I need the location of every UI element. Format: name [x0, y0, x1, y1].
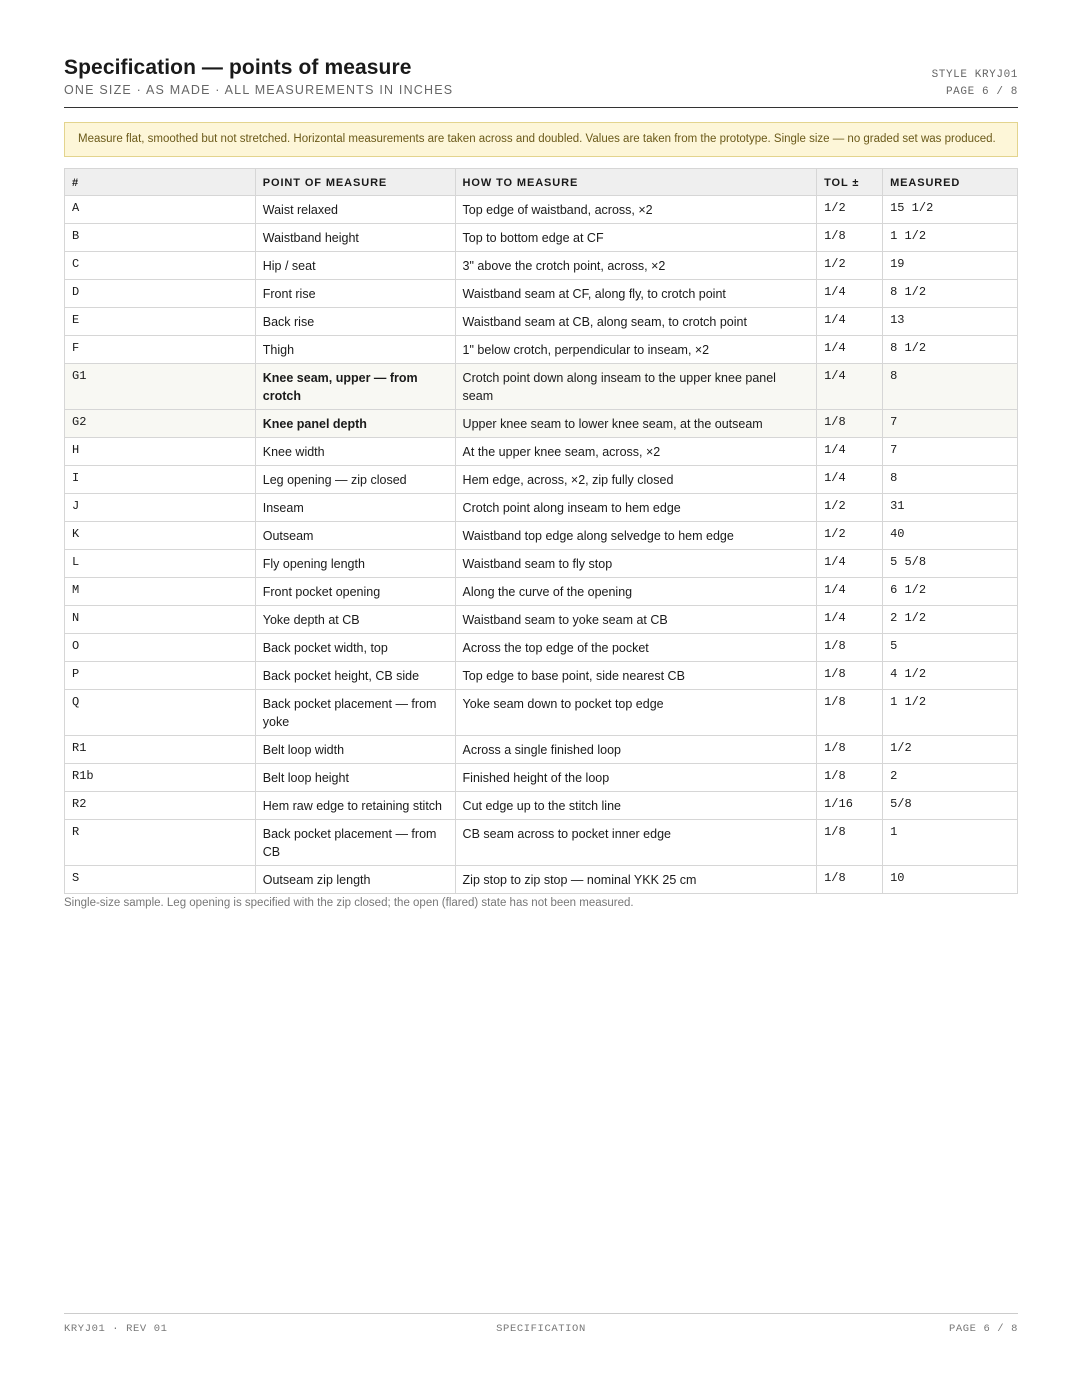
- table-row: [65, 336, 1018, 364]
- cell-measured: 2 1/2: [883, 606, 1018, 634]
- cell-tolerance: 1/4: [817, 364, 883, 410]
- cell-id: K: [65, 522, 256, 550]
- cell-point-of-measure: Outseam zip length: [255, 866, 455, 894]
- cell-how-to-measure: Top to bottom edge at CF: [455, 224, 817, 252]
- cell-measured: 1/2: [883, 736, 1018, 764]
- cell-id: S: [65, 866, 256, 894]
- cell-measured: 8: [883, 364, 1018, 410]
- cell-measured: 1 1/2: [883, 224, 1018, 252]
- cell-point-of-measure: Waist relaxed: [255, 196, 455, 224]
- cell-id: J: [65, 494, 256, 522]
- table-row: [65, 494, 1018, 522]
- cell-point-of-measure: Inseam: [255, 494, 455, 522]
- cell-id: N: [65, 606, 256, 634]
- cell-measured: 1 1/2: [883, 690, 1018, 736]
- cell-tolerance: 1/4: [817, 438, 883, 466]
- table-row: [65, 578, 1018, 606]
- cell-how-to-measure: Cut edge up to the stitch line: [455, 792, 817, 820]
- cell-tolerance: 1/8: [817, 662, 883, 690]
- cell-how-to-measure: Yoke seam down to pocket top edge: [455, 690, 817, 736]
- cell-id: O: [65, 634, 256, 662]
- table-row: [65, 410, 1018, 438]
- cell-measured: 7: [883, 410, 1018, 438]
- table-row: [65, 308, 1018, 336]
- cell-how-to-measure: Along the curve of the opening: [455, 578, 817, 606]
- cell-measured: 10: [883, 866, 1018, 894]
- cell-id: L: [65, 550, 256, 578]
- table-row: [65, 522, 1018, 550]
- cell-id: I: [65, 466, 256, 494]
- table-footnote: Single-size sample. Leg opening is specified with the zip closed; the open (flared) state has not been measured.: [64, 897, 634, 909]
- cell-point-of-measure: Knee width: [255, 438, 455, 466]
- cell-how-to-measure: Top edge to base point, side nearest CB: [455, 662, 817, 690]
- cell-point-of-measure: Fly opening length: [255, 550, 455, 578]
- cell-id: F: [65, 336, 256, 364]
- cell-how-to-measure: Zip stop to zip stop — nominal YKK 25 cm: [455, 866, 817, 894]
- cell-point-of-measure: Knee panel depth: [255, 410, 455, 438]
- cell-point-of-measure: Front rise: [255, 280, 455, 308]
- cell-point-of-measure: Back pocket placement — from yoke: [255, 690, 455, 736]
- footer-page-number: PAGE 6 / 8: [948, 1323, 1018, 1335]
- cell-measured: 1: [883, 820, 1018, 866]
- cell-point-of-measure: Back rise: [255, 308, 455, 336]
- cell-point-of-measure: Back pocket placement — from CB: [255, 820, 455, 866]
- cell-id: E: [65, 308, 256, 336]
- cell-how-to-measure: Waistband seam to fly stop: [455, 550, 817, 578]
- cell-measured: 4 1/2: [883, 662, 1018, 690]
- cell-tolerance: 1/8: [817, 634, 883, 662]
- col-header-tolerance: TOL ±: [817, 169, 883, 196]
- cell-measured: 5 5/8: [883, 550, 1018, 578]
- cell-measured: 5/8: [883, 792, 1018, 820]
- cell-how-to-measure: CB seam across to pocket inner edge: [455, 820, 817, 866]
- cell-point-of-measure: Front pocket opening: [255, 578, 455, 606]
- cell-id: R2: [65, 792, 256, 820]
- cell-id: P: [65, 662, 256, 690]
- cell-point-of-measure: Knee seam, upper — from crotch: [255, 364, 455, 410]
- cell-measured: 40: [883, 522, 1018, 550]
- cell-how-to-measure: Upper knee seam to lower knee seam, at the outseam: [455, 410, 817, 438]
- page-subtitle: ONE SIZE · AS MADE · ALL MEASUREMENTS IN INCHES: [64, 83, 454, 97]
- cell-measured: 7: [883, 438, 1018, 466]
- cell-how-to-measure: Hem edge, across, ×2, zip fully closed: [455, 466, 817, 494]
- cell-id: B: [65, 224, 256, 252]
- cell-how-to-measure: Across a single finished loop: [455, 736, 817, 764]
- cell-id: D: [65, 280, 256, 308]
- cell-tolerance: 1/2: [817, 196, 883, 224]
- cell-how-to-measure: Finished height of the loop: [455, 764, 817, 792]
- cell-point-of-measure: Outseam: [255, 522, 455, 550]
- col-header-id: #: [65, 169, 256, 196]
- cell-id: G2: [65, 410, 256, 438]
- cell-measured: 15 1/2: [883, 196, 1018, 224]
- cell-tolerance: 1/2: [817, 494, 883, 522]
- cell-how-to-measure: Waistband seam at CB, along seam, to crotch point: [455, 308, 817, 336]
- cell-tolerance: 1/4: [817, 280, 883, 308]
- cell-how-to-measure: Crotch point down along inseam to the upper knee panel seam: [455, 364, 817, 410]
- cell-tolerance: 1/8: [817, 764, 883, 792]
- table-row: [65, 466, 1018, 494]
- cell-point-of-measure: Belt loop height: [255, 764, 455, 792]
- cell-how-to-measure: Waistband seam to yoke seam at CB: [455, 606, 817, 634]
- table-row: [65, 224, 1018, 252]
- cell-how-to-measure: Waistband seam at CF, along fly, to crotch point: [455, 280, 817, 308]
- cell-point-of-measure: Thigh: [255, 336, 455, 364]
- cell-tolerance: 1/8: [817, 866, 883, 894]
- cell-measured: 19: [883, 252, 1018, 280]
- cell-tolerance: 1/8: [817, 736, 883, 764]
- cell-how-to-measure: Crotch point along inseam to hem edge: [455, 494, 817, 522]
- cell-how-to-measure: 3" above the crotch point, across, ×2: [455, 252, 817, 280]
- cell-point-of-measure: Back pocket width, top: [255, 634, 455, 662]
- col-header-measured: MEASURED: [883, 169, 1018, 196]
- points-of-measure-table: [64, 168, 1018, 894]
- cell-tolerance: 1/4: [817, 308, 883, 336]
- table-row: [65, 690, 1018, 736]
- table-row: [65, 866, 1018, 894]
- col-header-point-of-measure: POINT OF MEASURE: [255, 169, 455, 196]
- table-row: [65, 764, 1018, 792]
- cell-point-of-measure: Leg opening — zip closed: [255, 466, 455, 494]
- cell-tolerance: 1/4: [817, 606, 883, 634]
- cell-id: R1b: [65, 764, 256, 792]
- cell-tolerance: 1/4: [817, 578, 883, 606]
- col-header-how-to-measure: HOW TO MEASURE: [455, 169, 817, 196]
- page-header: [64, 56, 1018, 108]
- page-footer: [64, 1313, 1018, 1343]
- cell-point-of-measure: Hip / seat: [255, 252, 455, 280]
- cell-measured: 8 1/2: [883, 280, 1018, 308]
- table-row: [65, 662, 1018, 690]
- table-row: [65, 792, 1018, 820]
- cell-measured: 13: [883, 308, 1018, 336]
- cell-point-of-measure: Back pocket height, CB side: [255, 662, 455, 690]
- cell-id: G1: [65, 364, 256, 410]
- table-row: [65, 634, 1018, 662]
- table-body: [65, 196, 1018, 894]
- page-number: PAGE 6 / 8: [945, 86, 1018, 98]
- table-row: [65, 820, 1018, 866]
- table-row: [65, 550, 1018, 578]
- header-meta: [932, 67, 1018, 101]
- table-row: [65, 736, 1018, 764]
- cell-tolerance: 1/8: [817, 224, 883, 252]
- cell-tolerance: 1/8: [817, 690, 883, 736]
- table-row: [65, 196, 1018, 224]
- cell-point-of-measure: Hem raw edge to retaining stitch: [255, 792, 455, 820]
- table-row: [65, 364, 1018, 410]
- table-row: [65, 252, 1018, 280]
- footer-revision: KRYJ01 · REV 01: [64, 1323, 168, 1335]
- cell-tolerance: 1/4: [817, 336, 883, 364]
- page-title: Specification — points of measure: [64, 56, 412, 79]
- cell-measured: 2: [883, 764, 1018, 792]
- cell-id: R: [65, 820, 256, 866]
- cell-id: H: [65, 438, 256, 466]
- cell-tolerance: 1/8: [817, 410, 883, 438]
- cell-how-to-measure: Waistband top edge along selvedge to hem edge: [455, 522, 817, 550]
- cell-measured: 5: [883, 634, 1018, 662]
- cell-how-to-measure: Across the top edge of the pocket: [455, 634, 817, 662]
- spec-page: [64, 0, 1018, 1400]
- cell-tolerance: 1/8: [817, 820, 883, 866]
- cell-tolerance: 1/2: [817, 522, 883, 550]
- cell-id: Q: [65, 690, 256, 736]
- cell-point-of-measure: Belt loop width: [255, 736, 455, 764]
- cell-point-of-measure: Yoke depth at CB: [255, 606, 455, 634]
- table-row: [65, 606, 1018, 634]
- cell-measured: 8: [883, 466, 1018, 494]
- table-header-row: [65, 169, 1018, 196]
- footer-section: SPECIFICATION: [496, 1323, 586, 1335]
- cell-id: C: [65, 252, 256, 280]
- cell-how-to-measure: 1" below crotch, perpendicular to inseam, ×2: [455, 336, 817, 364]
- cell-tolerance: 1/2: [817, 252, 883, 280]
- cell-tolerance: 1/4: [817, 466, 883, 494]
- style-code: STYLE KRYJ01: [931, 69, 1018, 81]
- measuring-note: Measure flat, smoothed but not stretched. Horizontal measurements are taken across and doubled. Values are taken from the prototype. Single size — no graded set was produced.: [64, 122, 1018, 157]
- cell-measured: 31: [883, 494, 1018, 522]
- cell-how-to-measure: At the upper knee seam, across, ×2: [455, 438, 817, 466]
- cell-point-of-measure: Waistband height: [255, 224, 455, 252]
- cell-how-to-measure: Top edge of waistband, across, ×2: [455, 196, 817, 224]
- cell-tolerance: 1/4: [817, 550, 883, 578]
- cell-tolerance: 1/16: [817, 792, 883, 820]
- cell-measured: 8 1/2: [883, 336, 1018, 364]
- cell-id: R1: [65, 736, 256, 764]
- cell-measured: 6 1/2: [883, 578, 1018, 606]
- cell-id: M: [65, 578, 256, 606]
- table-row: [65, 438, 1018, 466]
- table-row: [65, 280, 1018, 308]
- cell-id: A: [65, 196, 256, 224]
